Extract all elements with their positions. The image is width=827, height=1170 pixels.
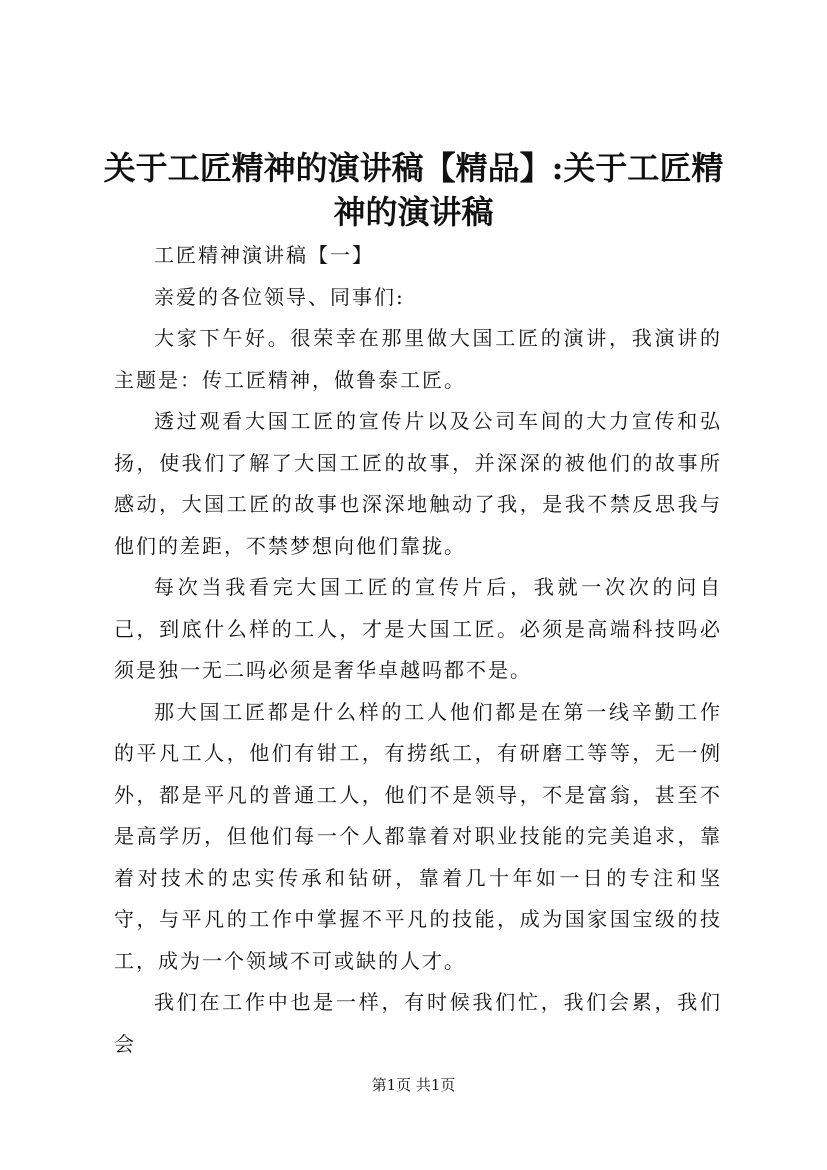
document-title: 关于工匠精神的演讲稿【精品】:关于工匠精神的演讲稿 <box>103 149 724 231</box>
document-body <box>114 235 722 1065</box>
page-number-footer: 第1页 共1页 <box>371 1076 456 1094</box>
paragraph: 那大国工匠都是什么样的工人他们都是在第一线辛勤工作的平凡工人，他们有钳工，有捞纸工，有研磨工等等，无一例外，都是平凡的普通工人，他们不是领导，不是富翁，甚至不是高学历，但他们每一个人都靠着对职业技能的完美追求，靠着对技术的忠实传承和钻研，靠着几十年如一日的专注和坚守，与平凡的工作中掌握不平凡的技能，成为国家国宝级的技工，成为一个领域不可或缺的人才。 <box>114 699 722 973</box>
paragraph-salutation: 亲爱的各位领导、同事们: <box>154 284 405 309</box>
paragraph: 我们在工作中也是一样，有时候我们忙，我们会累，我们会 <box>114 990 722 1056</box>
paragraph-heading: 工匠精神演讲稿【一】 <box>154 243 374 267</box>
paragraph: 每次当我看完大国工匠的宣传片后，我就一次次的问自己，到底什么样的工人，才是大国工匠。必须是高端科技吗必须是独一无二吗必须是奢华卓越吗都不是。 <box>114 575 722 682</box>
paragraph: 透过观看大国工匠的宣传片以及公司车间的大力宣传和弘扬，使我们了解了大国工匠的故事，并深深的被他们的故事所感动，大国工匠的故事也深深地触动了我，是我不禁反思我与他们的差距，不禁梦想向他们靠拢。 <box>114 409 722 558</box>
paragraph: 大家下午好。很荣幸在那里做大国工匠的演讲，我演讲的主题是：传工匠精神，做鲁泰工匠。 <box>114 326 722 392</box>
